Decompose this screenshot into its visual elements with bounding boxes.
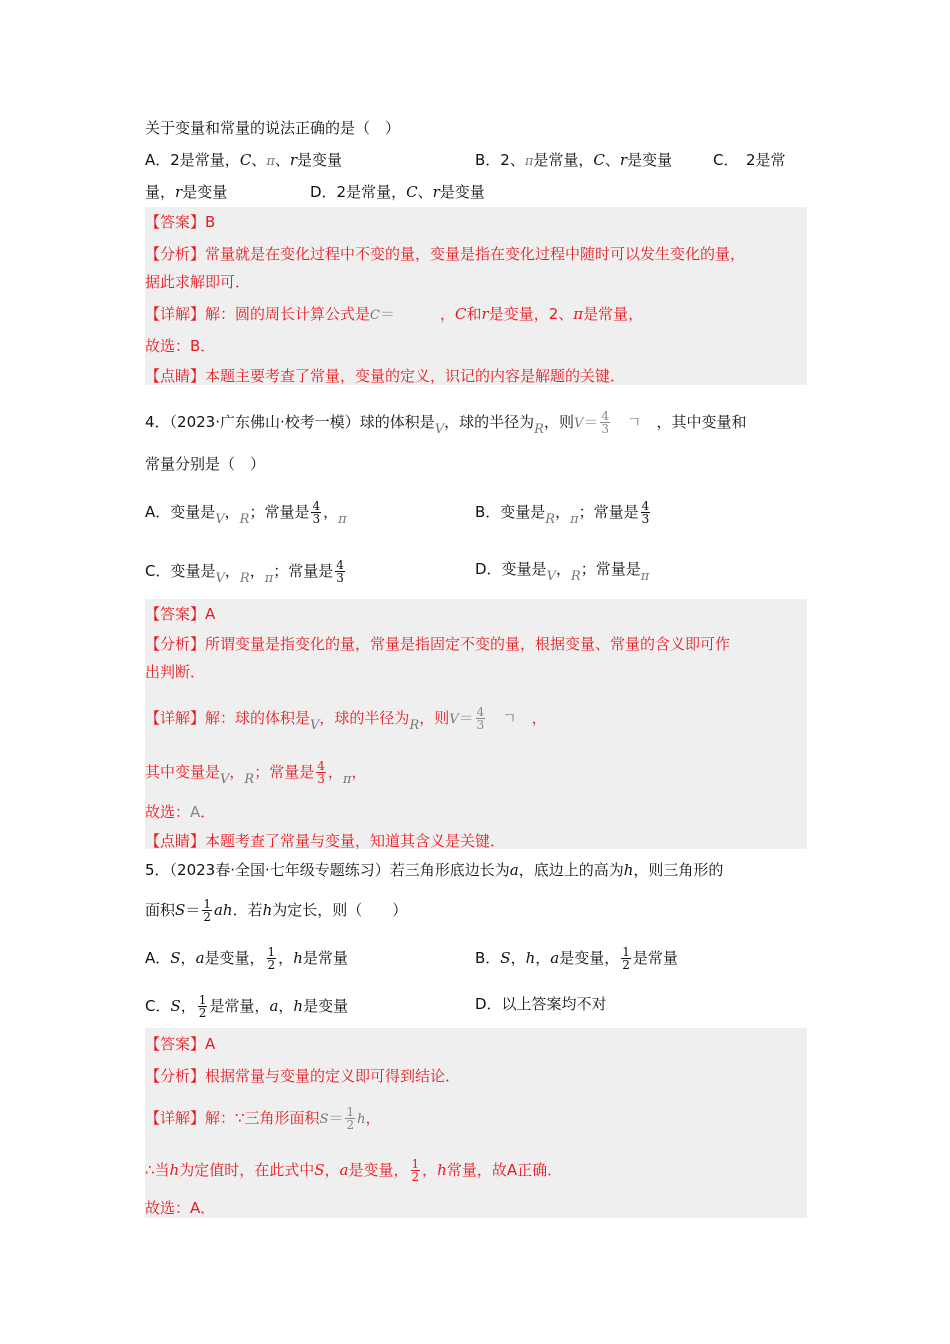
q3-stem: 关于变量和常量的说法正确的是（ ） [145,119,401,137]
q3-detail: 【详解】解：圆的周长计算公式是C＝ ，C和r是变量，2、π是常量， [145,305,644,323]
q3-comment: 【点睛】本题主要考查了常量，变量的定义，识记的内容是解题的关键． [145,367,626,385]
q5-option-a: A．S，a是变量， $\frac{1}{2}$ ，h是常量 [145,945,348,972]
q5-choose: 故选：A． [145,1199,216,1217]
q3-choose: 故选：B． [145,337,216,355]
q5-stem-1: 5．（2023春·全国·七年级专题练习）若三角形底边长为a，底边上的高为h，则三角形的 [145,861,724,879]
q5-answer: 【答案】A [145,1035,216,1053]
q4-stem-2: 常量分别是（ ） [145,455,266,473]
q4-option-c: C．变量是V，R，π；常量是 $\frac{4}{3}$ [145,558,344,586]
q5-option-c: C．S， $\frac{1}{2}$ 是常量，a，h是变量 [145,993,349,1020]
q4-choose: 故选：A． [145,803,216,821]
q4-option-d: D．变量是V，R；常量是π [475,560,650,584]
q3-option-b: B．2、π是常量，C、r是变量 [475,151,673,169]
q3-solution-box [145,207,807,385]
q3-option-c-part2: 量，r是变量 [145,183,228,201]
q4-detail-1: 【详解】解：球的体积是V，球的半径为R，则V＝ $\frac{4}{3}$ ㄱ ， [145,705,547,733]
q4-answer: 【答案】A [145,605,216,623]
q3-analysis-1: 【分析】常量就是在变化过程中不变的量，变量是指在变化过程中随时可以发生变化的量， [145,245,746,263]
q3-option-d: D．2是常量，C、r是变量 [310,183,485,201]
q4-detail-2: 其中变量是V，R；常量是 $\frac{4}{3}$ ，π， [145,759,367,787]
q5-option-b: B．S，h，a是变量， $\frac{1}{2}$ 是常量 [475,945,678,972]
q4-comment: 【点睛】本题考查了常量与变量，知道其含义是关键． [145,832,506,850]
q5-detail-2: ∴当h为定值时，在此式中S，a是变量， $\frac{1}{2}$ ，h常量，故A正确． [145,1157,563,1184]
q4-option-a: A．变量是V，R；常量是 $\frac{4}{3}$ ，π [145,499,347,527]
q4-option-b: B．变量是R，π；常量是 $\frac{4}{3}$ [475,499,650,527]
q3-option-c-part1: C． 2是常 [713,151,786,169]
q3-option-a: A．2是常量，C、π、r是变量 [145,151,343,169]
q5-option-d: D．以上答案均不对 [475,995,607,1013]
q3-answer: 【答案】B [145,213,216,231]
q4-analysis-1: 【分析】所谓变量是指变化的量，常量是指固定不变的量，根据变量、常量的含义即可作 [145,635,731,653]
q3-analysis-2: 据此求解即可． [145,273,251,291]
q4-analysis-2: 出判断． [145,663,206,681]
q5-stem-2: 面积S＝ $\frac{1}{2}$ ah．若h为定长，则（ ） [145,897,408,924]
q5-detail-1: 【详解】解：∵三角形面积S＝ $\frac{1}{2}$ h， [145,1105,381,1132]
q5-analysis: 【分析】根据常量与变量的定义即可得到结论． [145,1067,461,1085]
q4-stem-1: 4．（2023·广东佛山·校考一模）球的体积是V，球的半径为R，则V＝ $\frac{4}{3}$ ㄱ ，其中变量和 [145,409,747,437]
